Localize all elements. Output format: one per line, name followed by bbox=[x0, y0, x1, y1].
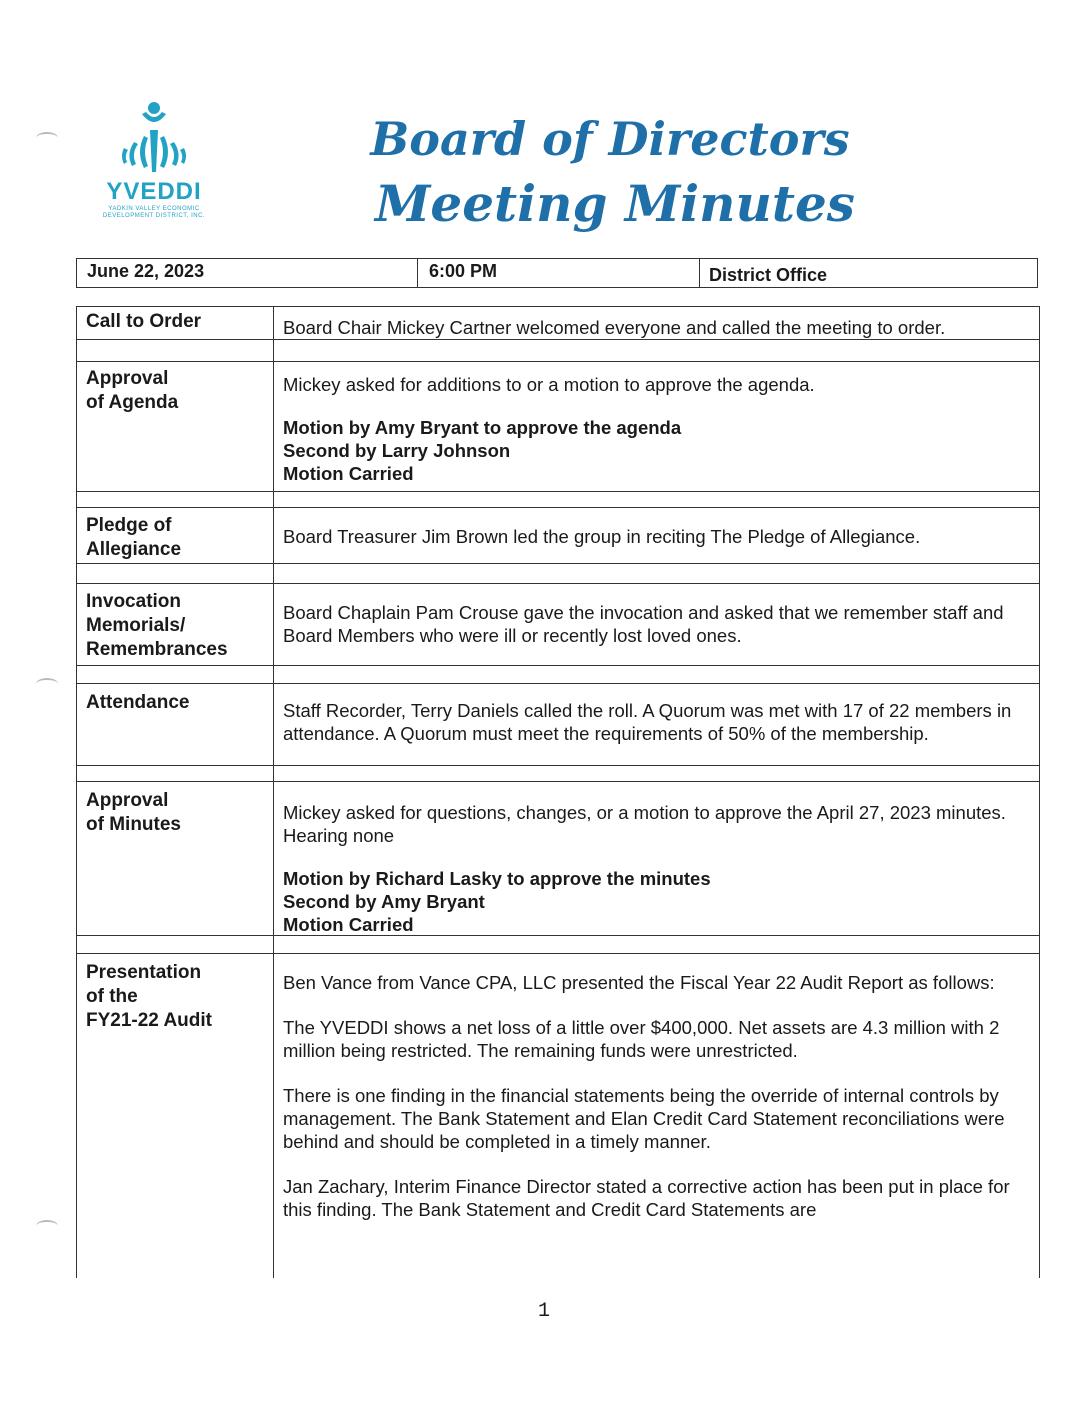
section-content-invocation bbox=[283, 601, 1031, 647]
label-line: Invocation bbox=[86, 591, 182, 612]
organization-logo bbox=[84, 100, 224, 230]
section-text: Board Treasurer Jim Brown led the group in reciting The Pledge of Allegiance. bbox=[283, 526, 921, 547]
label-line: of the bbox=[86, 986, 138, 1007]
label-line: Allegiance bbox=[86, 539, 182, 560]
section-label-attendance: Attendance bbox=[86, 692, 190, 713]
label-line: of Agenda bbox=[86, 392, 179, 413]
motion-text: Motion by Richard Lasky to approve the minutes bbox=[283, 868, 711, 889]
section-text: Board Chaplain Pam Crouse gave the invocation and asked that we remember staff and Board Members who were ill or recently lost loved ones. bbox=[283, 602, 1004, 646]
section-content-audit bbox=[283, 971, 1031, 1221]
section-text: Board Chair Mickey Cartner welcomed everyone and called the meeting to order. bbox=[283, 317, 946, 338]
section-content-attendance bbox=[283, 699, 1031, 745]
label-line: Remembrances bbox=[86, 639, 228, 660]
section-text: Mickey asked for questions, changes, or a motion to approve the April 27, 2023 minutes. Hearing none bbox=[283, 802, 1006, 846]
punch-hole-mark bbox=[36, 678, 58, 690]
punch-hole-mark bbox=[36, 132, 58, 144]
motion-result: Motion Carried bbox=[283, 914, 414, 935]
page-title bbox=[300, 108, 920, 238]
section-content-approval-of-minutes bbox=[283, 801, 1031, 936]
label-line: of Minutes bbox=[86, 814, 181, 835]
section-paragraph: There is one finding in the financial statements being the override of internal controls by management. The Bank Statement and Elan Credit Card Statement reconciliations were behind and should be completed in a timely manner. bbox=[283, 1085, 1005, 1152]
section-label-approval-of-minutes bbox=[86, 789, 266, 837]
motion-result: Motion Carried bbox=[283, 463, 414, 484]
meeting-info-bar bbox=[76, 258, 1038, 288]
logo-wordmark: YVEDDI bbox=[106, 178, 202, 205]
meeting-location: District Office bbox=[709, 265, 828, 285]
section-paragraph: The YVEDDI shows a net loss of a little over $400,000. Net assets are 4.3 million with 2 million being restricted. The remaining funds were unrestricted. bbox=[283, 1017, 1000, 1061]
label-line: Memorials/ bbox=[86, 615, 186, 636]
label-line: Pledge of bbox=[86, 515, 172, 536]
section-label-call-to-order: Call to Order bbox=[86, 311, 202, 332]
section-label-audit bbox=[86, 961, 266, 1033]
page-number: 1 bbox=[538, 1300, 551, 1323]
motion-text: Motion by Amy Bryant to approve the agenda bbox=[283, 417, 682, 438]
section-label-approval-of-agenda bbox=[86, 367, 266, 415]
section-content-pledge bbox=[283, 525, 1031, 548]
title-line: Board of Directors bbox=[370, 112, 850, 166]
section-text: Staff Recorder, Terry Daniels called the roll. A Quorum was met with 17 of 22 members in attendance. A Quorum must meet the requirements of 50% of the membership. bbox=[283, 700, 1012, 744]
punch-hole-mark bbox=[36, 1220, 58, 1232]
second-text: Second by Larry Johnson bbox=[283, 440, 511, 461]
label-line: Approval bbox=[86, 790, 169, 811]
section-paragraph: Ben Vance from Vance CPA, LLC presented the Fiscal Year 22 Audit Report as follows: bbox=[283, 972, 995, 993]
logo-subtitle: DEVELOPMENT DISTRICT, INC. bbox=[102, 213, 206, 219]
title-line: Meeting Minutes bbox=[375, 174, 855, 233]
label-line: Presentation bbox=[86, 962, 202, 983]
meeting-date: June 22, 2023 bbox=[87, 261, 205, 281]
section-content-approval-of-agenda bbox=[283, 373, 1031, 485]
section-label-pledge bbox=[86, 514, 266, 562]
section-text: Mickey asked for additions to or a motion to approve the agenda. bbox=[283, 374, 815, 395]
section-content-call-to-order bbox=[283, 316, 1031, 339]
logo-subtitle: YADKIN VALLEY ECONOMIC bbox=[108, 206, 200, 212]
section-label-invocation bbox=[86, 590, 266, 662]
minutes-table bbox=[76, 306, 1040, 1278]
label-line: FY21-22 Audit bbox=[86, 1010, 212, 1031]
meeting-time: 6:00 PM bbox=[429, 261, 498, 281]
second-text: Second by Amy Bryant bbox=[283, 891, 485, 912]
logo-people-icon bbox=[114, 100, 194, 180]
section-paragraph: Jan Zachary, Interim Finance Director stated a corrective action has been put in place for this finding. The Bank Statement and Credit Card Statements are bbox=[283, 1176, 1010, 1220]
label-line: Approval bbox=[86, 368, 169, 389]
